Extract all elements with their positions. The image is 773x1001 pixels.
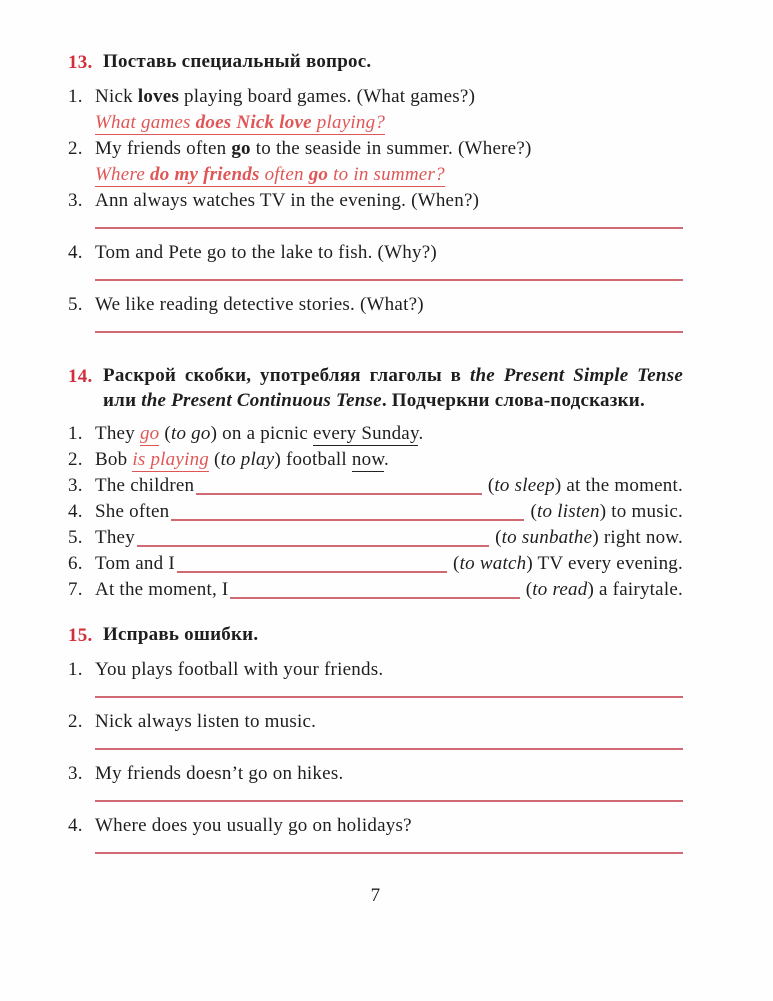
sentence bbox=[95, 292, 683, 318]
exercise-item bbox=[68, 551, 683, 577]
item-number: 5. bbox=[68, 294, 83, 315]
sentence bbox=[95, 136, 683, 162]
text-run bbox=[495, 525, 683, 551]
text-segment: ( bbox=[525, 579, 533, 600]
text-segment: playing board games. (What games?) bbox=[179, 86, 476, 107]
text-segment: ) football bbox=[274, 449, 352, 470]
answer-blank-line bbox=[95, 800, 683, 802]
text-segment: ) to music. bbox=[599, 501, 683, 522]
text-run bbox=[453, 551, 683, 577]
text-segment: to play bbox=[220, 449, 275, 470]
text-segment: Исправь ошибки. bbox=[103, 624, 259, 645]
inline-blank bbox=[137, 525, 489, 547]
sentence bbox=[95, 447, 683, 473]
text-segment: does Nick love bbox=[195, 112, 312, 133]
text-segment: ( bbox=[209, 449, 221, 470]
text-segment: Nick always listen to music. bbox=[95, 711, 317, 732]
text-segment: often bbox=[259, 164, 309, 185]
item-number: 7. bbox=[68, 579, 83, 600]
answer-blank-line bbox=[95, 748, 683, 750]
item-number: 4. bbox=[68, 815, 83, 836]
inline-blank bbox=[171, 499, 524, 521]
text-segment: playing? bbox=[311, 112, 386, 133]
item-number: 1. bbox=[68, 423, 83, 444]
text-segment: the Present Continuous Tense bbox=[141, 389, 382, 411]
text-segment: ) a fairytale. bbox=[587, 579, 683, 600]
exercise-item bbox=[68, 292, 683, 344]
exercise-item bbox=[68, 421, 683, 447]
item-content bbox=[95, 447, 683, 473]
item-number: 4. bbox=[68, 501, 83, 522]
text-segment: Where does you usually go on holidays? bbox=[95, 815, 412, 836]
sentence bbox=[95, 188, 683, 214]
text-segment: go bbox=[231, 138, 251, 159]
text-segment: ) on a picnic bbox=[210, 423, 314, 444]
text-segment: Nick bbox=[95, 86, 138, 107]
exercise-item bbox=[68, 447, 683, 473]
item-number: 2. bbox=[68, 711, 83, 732]
sentence-with-blank bbox=[95, 473, 683, 499]
text-run bbox=[488, 473, 683, 499]
exercise-item bbox=[68, 499, 683, 525]
text-segment: now bbox=[351, 449, 385, 470]
text-segment: ( bbox=[487, 475, 495, 496]
item-number: 3. bbox=[68, 475, 83, 496]
text-segment: go bbox=[139, 423, 160, 444]
text-segment: loves bbox=[137, 86, 180, 107]
text-segment: What games bbox=[95, 112, 196, 133]
text-run bbox=[526, 577, 683, 603]
answer-blank-line bbox=[95, 227, 683, 229]
text-segment: to read bbox=[532, 579, 588, 600]
text-segment: Поставь специальный вопрос. bbox=[103, 51, 372, 72]
text-segment: to go bbox=[170, 423, 211, 444]
text-segment: is playing bbox=[132, 449, 210, 470]
text-segment: My friends often bbox=[95, 138, 232, 159]
item-content bbox=[95, 473, 683, 499]
sentence bbox=[95, 813, 683, 839]
text-segment: или bbox=[103, 389, 142, 411]
text-segment: They bbox=[95, 423, 140, 444]
text-run bbox=[95, 525, 135, 551]
text-segment: go bbox=[308, 164, 329, 185]
item-content bbox=[95, 709, 683, 761]
text-segment: . bbox=[384, 449, 390, 470]
text-segment: ( bbox=[453, 553, 460, 574]
inline-blank bbox=[177, 551, 447, 573]
text-segment: to sunbathe bbox=[501, 527, 593, 548]
exercise-title bbox=[103, 623, 683, 649]
exercise-item bbox=[68, 709, 683, 761]
text-segment: You plays football with your friends. bbox=[95, 659, 384, 680]
text-segment: . Подчеркни слова-подсказки. bbox=[381, 389, 645, 411]
text-segment: ) TV every evening. bbox=[526, 553, 683, 574]
sentence-with-blank bbox=[95, 525, 683, 551]
text-segment: . bbox=[418, 423, 424, 444]
inline-blank bbox=[196, 473, 482, 495]
exercise-title bbox=[103, 364, 683, 413]
text-run bbox=[95, 551, 175, 577]
item-content bbox=[95, 188, 683, 240]
text-segment: ) at the moment. bbox=[554, 475, 683, 496]
item-number: 3. bbox=[68, 763, 83, 784]
exercise-heading bbox=[68, 364, 683, 413]
text-segment: My friends doesn’t go on hikes. bbox=[95, 763, 344, 784]
text-segment: ) right now. bbox=[592, 527, 683, 548]
answer-blank-line bbox=[95, 696, 683, 698]
sentence bbox=[95, 421, 683, 447]
text-segment: She often bbox=[95, 501, 170, 522]
item-number: 4. bbox=[68, 242, 83, 263]
text-segment: every Sunday bbox=[313, 423, 419, 444]
exercise-14 bbox=[68, 364, 683, 603]
text-run bbox=[95, 499, 169, 525]
item-content bbox=[95, 813, 683, 865]
text-segment: do my friends bbox=[150, 164, 260, 185]
item-content bbox=[95, 240, 683, 292]
text-segment: to the seaside in summer. (Where?) bbox=[250, 138, 532, 159]
sentence-with-blank bbox=[95, 577, 683, 603]
item-content bbox=[95, 292, 683, 344]
handwritten-answer-text bbox=[95, 164, 445, 187]
exercise-number: 15. bbox=[68, 625, 93, 646]
exercise-heading bbox=[68, 50, 683, 76]
text-segment: Ann always watches TV in the evening. (When?) bbox=[95, 190, 480, 211]
answer-blank-line bbox=[95, 331, 683, 333]
text-segment: The children bbox=[95, 475, 195, 496]
text-segment: to watch bbox=[459, 553, 527, 574]
exercise-15 bbox=[68, 623, 683, 865]
item-content bbox=[95, 421, 683, 447]
item-content bbox=[95, 657, 683, 709]
item-number: 2. bbox=[68, 449, 83, 470]
exercise-item bbox=[68, 577, 683, 603]
item-content bbox=[95, 499, 683, 525]
item-content bbox=[95, 525, 683, 551]
exercise-item bbox=[68, 473, 683, 499]
text-segment: They bbox=[95, 527, 135, 548]
handwritten-answer-text bbox=[95, 112, 385, 135]
exercise-number: 13. bbox=[68, 52, 93, 73]
exercise-heading bbox=[68, 623, 683, 649]
exercise-item bbox=[68, 525, 683, 551]
text-segment: ( bbox=[159, 423, 171, 444]
item-content bbox=[95, 84, 683, 136]
text-segment: Where bbox=[95, 164, 151, 185]
exercise-item bbox=[68, 657, 683, 709]
answer-blank-line bbox=[95, 279, 683, 281]
text-segment: At the moment, I bbox=[95, 579, 229, 600]
item-number: 1. bbox=[68, 86, 83, 107]
sentence bbox=[95, 84, 683, 110]
inline-blank bbox=[230, 577, 519, 599]
sentence bbox=[95, 709, 683, 735]
text-segment: ( bbox=[530, 501, 537, 522]
text-segment: We like reading detective stories. (What?) bbox=[95, 294, 424, 315]
text-run bbox=[95, 577, 228, 603]
sentence-with-blank bbox=[95, 499, 683, 525]
sentence-with-blank bbox=[95, 551, 683, 577]
exercise-item bbox=[68, 240, 683, 292]
sentence bbox=[95, 657, 683, 683]
text-segment: to sleep bbox=[494, 475, 555, 496]
text-segment: Tom and I bbox=[95, 553, 175, 574]
text-segment: the Present Simple Tense bbox=[469, 365, 684, 386]
item-number: 1. bbox=[68, 659, 83, 680]
text-segment: Bob bbox=[95, 449, 133, 470]
exercise-number: 14. bbox=[68, 366, 93, 387]
answer-blank-line bbox=[95, 852, 683, 854]
item-number: 2. bbox=[68, 138, 83, 159]
exercise-item bbox=[68, 188, 683, 240]
exercise-item bbox=[68, 136, 683, 188]
item-content bbox=[95, 136, 683, 188]
item-number: 5. bbox=[68, 527, 83, 548]
exercise-item bbox=[68, 761, 683, 813]
text-segment: to listen bbox=[537, 501, 600, 522]
item-number: 6. bbox=[68, 553, 83, 574]
text-segment: Tom and Pete go to the lake to fish. (Why?) bbox=[95, 242, 437, 263]
exercise-item bbox=[68, 84, 683, 136]
exercise-13 bbox=[68, 50, 683, 344]
text-segment: Раскрой скобки, употребляя глаголы в bbox=[103, 365, 470, 386]
item-number: 3. bbox=[68, 190, 83, 211]
handwritten-answer bbox=[95, 110, 683, 136]
item-content bbox=[95, 577, 683, 603]
exercises bbox=[68, 50, 683, 865]
text-segment: to in summer? bbox=[328, 164, 445, 185]
sentence bbox=[95, 761, 683, 787]
text-run bbox=[530, 499, 683, 525]
item-content bbox=[95, 551, 683, 577]
page-number: 7 bbox=[370, 885, 381, 906]
item-content bbox=[95, 761, 683, 813]
sentence bbox=[95, 240, 683, 266]
handwritten-answer bbox=[95, 162, 683, 188]
exercise-item bbox=[68, 813, 683, 865]
exercise-title bbox=[103, 50, 683, 76]
text-run bbox=[95, 473, 194, 499]
text-segment: ( bbox=[495, 527, 502, 548]
